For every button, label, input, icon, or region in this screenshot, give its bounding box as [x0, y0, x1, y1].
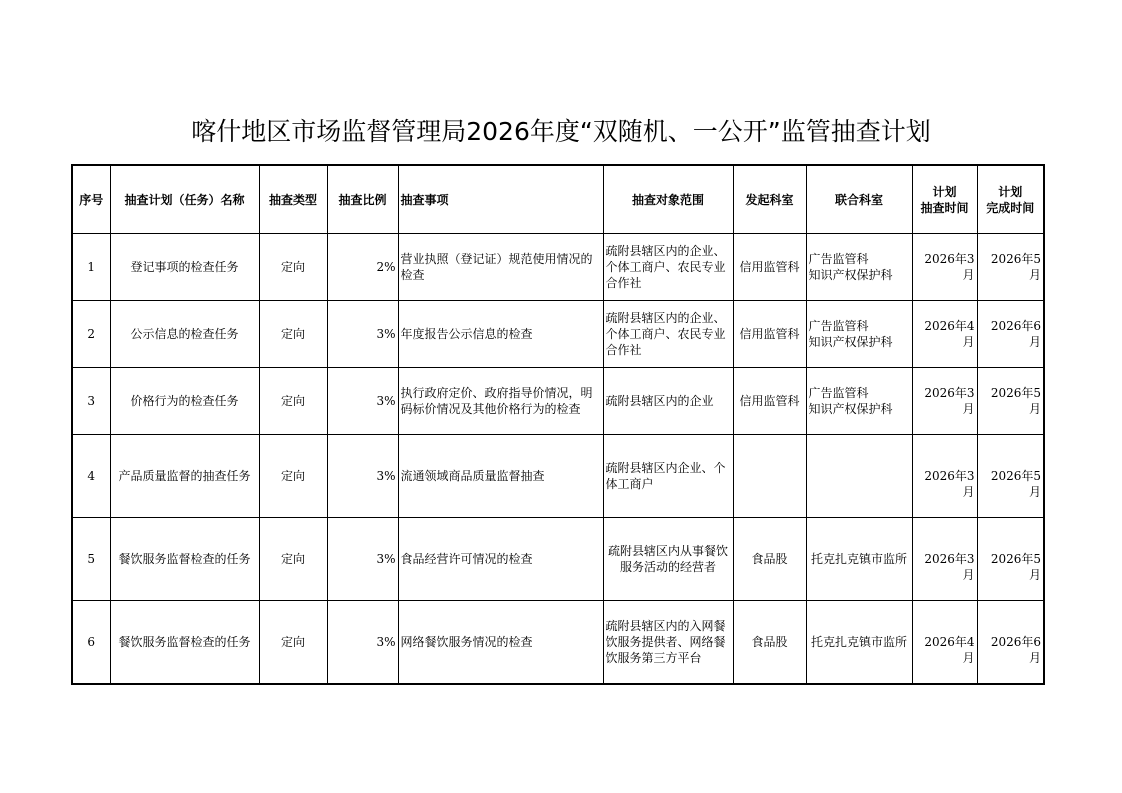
header-item: 抽查事项	[398, 165, 603, 234]
row-index: 3	[72, 368, 110, 435]
row-ratio: 3%	[327, 435, 398, 518]
row-type: 定向	[259, 301, 327, 368]
header-end-time: 计划 完成时间	[977, 165, 1044, 234]
header-index: 序号	[72, 165, 110, 234]
row-index: 4	[72, 435, 110, 518]
row-item: 年度报告公示信息的检查	[398, 301, 603, 368]
row-initiator	[733, 435, 806, 518]
row-ratio: 3%	[327, 518, 398, 601]
row-end: 2026年5月	[977, 368, 1044, 435]
table-row	[72, 435, 1044, 518]
row-task: 餐饮服务监督检查的任务	[110, 518, 259, 601]
row-task: 餐饮服务监督检查的任务	[110, 601, 259, 685]
row-item: 食品经营许可情况的检查	[398, 518, 603, 601]
table-header-row	[72, 165, 1044, 234]
row-start: 2026年3月	[912, 435, 977, 518]
header-type: 抽查类型	[259, 165, 327, 234]
row-index: 1	[72, 234, 110, 301]
row-index: 5	[72, 518, 110, 601]
row-item: 营业执照（登记证）规范使用情况的检查	[398, 234, 603, 301]
row-end: 2026年5月	[977, 518, 1044, 601]
table-row	[72, 301, 1044, 368]
row-start: 2026年4月	[912, 301, 977, 368]
header-scope: 抽查对象范围	[603, 165, 733, 234]
row-joint: 托克扎克镇市监所	[806, 601, 912, 685]
row-initiator: 食品股	[733, 518, 806, 601]
table-row	[72, 368, 1044, 435]
header-start-time: 计划 抽查时间	[912, 165, 977, 234]
row-type: 定向	[259, 435, 327, 518]
row-scope: 疏附县辖区内从事餐饮服务活动的经营者	[603, 518, 733, 601]
row-type: 定向	[259, 518, 327, 601]
row-ratio: 2%	[327, 234, 398, 301]
row-type: 定向	[259, 601, 327, 685]
row-scope: 疏附县辖区内企业、个体工商户	[603, 435, 733, 518]
row-type: 定向	[259, 234, 327, 301]
row-item: 网络餐饮服务情况的检查	[398, 601, 603, 685]
row-joint: 广告监管科 知识产权保护科	[806, 234, 912, 301]
table-row	[72, 601, 1044, 685]
row-index: 6	[72, 601, 110, 685]
row-start: 2026年3月	[912, 518, 977, 601]
row-task: 公示信息的检查任务	[110, 301, 259, 368]
header-initiator: 发起科室	[733, 165, 806, 234]
row-end: 2026年5月	[977, 435, 1044, 518]
row-task: 价格行为的检查任务	[110, 368, 259, 435]
row-initiator: 信用监管科	[733, 368, 806, 435]
row-task: 登记事项的检查任务	[110, 234, 259, 301]
inspection-plan-table	[71, 164, 1045, 685]
row-type: 定向	[259, 368, 327, 435]
row-joint: 托克扎克镇市监所	[806, 518, 912, 601]
header-task: 抽查计划（任务）名称	[110, 165, 259, 234]
table-row	[72, 518, 1044, 601]
row-ratio: 3%	[327, 601, 398, 685]
row-scope: 疏附县辖区内的企业	[603, 368, 733, 435]
row-end: 2026年5月	[977, 234, 1044, 301]
row-scope: 疏附县辖区内的企业、个体工商户、农民专业合作社	[603, 234, 733, 301]
row-item: 流通领域商品质量监督抽查	[398, 435, 603, 518]
header-ratio: 抽查比例	[327, 165, 398, 234]
row-item: 执行政府定价、政府指导价情况，明码标价情况及其他价格行为的检查	[398, 368, 603, 435]
row-ratio: 3%	[327, 301, 398, 368]
row-scope: 疏附县辖区内的入网餐饮服务提供者、网络餐饮服务第三方平台	[603, 601, 733, 685]
row-joint: 广告监管科 知识产权保护科	[806, 301, 912, 368]
row-initiator: 信用监管科	[733, 301, 806, 368]
page-title: 喀什地区市场监督管理局2026年度“双随机、一公开”监管抽查计划	[191, 117, 931, 146]
row-initiator: 食品股	[733, 601, 806, 685]
row-start: 2026年3月	[912, 368, 977, 435]
table-row	[72, 234, 1044, 301]
row-end: 2026年6月	[977, 301, 1044, 368]
row-joint: 广告监管科 知识产权保护科	[806, 368, 912, 435]
row-scope: 疏附县辖区内的企业、个体工商户、农民专业合作社	[603, 301, 733, 368]
header-joint: 联合科室	[806, 165, 912, 234]
row-task: 产品质量监督的抽查任务	[110, 435, 259, 518]
row-joint	[806, 435, 912, 518]
row-end: 2026年6月	[977, 601, 1044, 685]
row-initiator: 信用监管科	[733, 234, 806, 301]
row-ratio: 3%	[327, 368, 398, 435]
row-start: 2026年4月	[912, 601, 977, 685]
row-index: 2	[72, 301, 110, 368]
row-start: 2026年3月	[912, 234, 977, 301]
